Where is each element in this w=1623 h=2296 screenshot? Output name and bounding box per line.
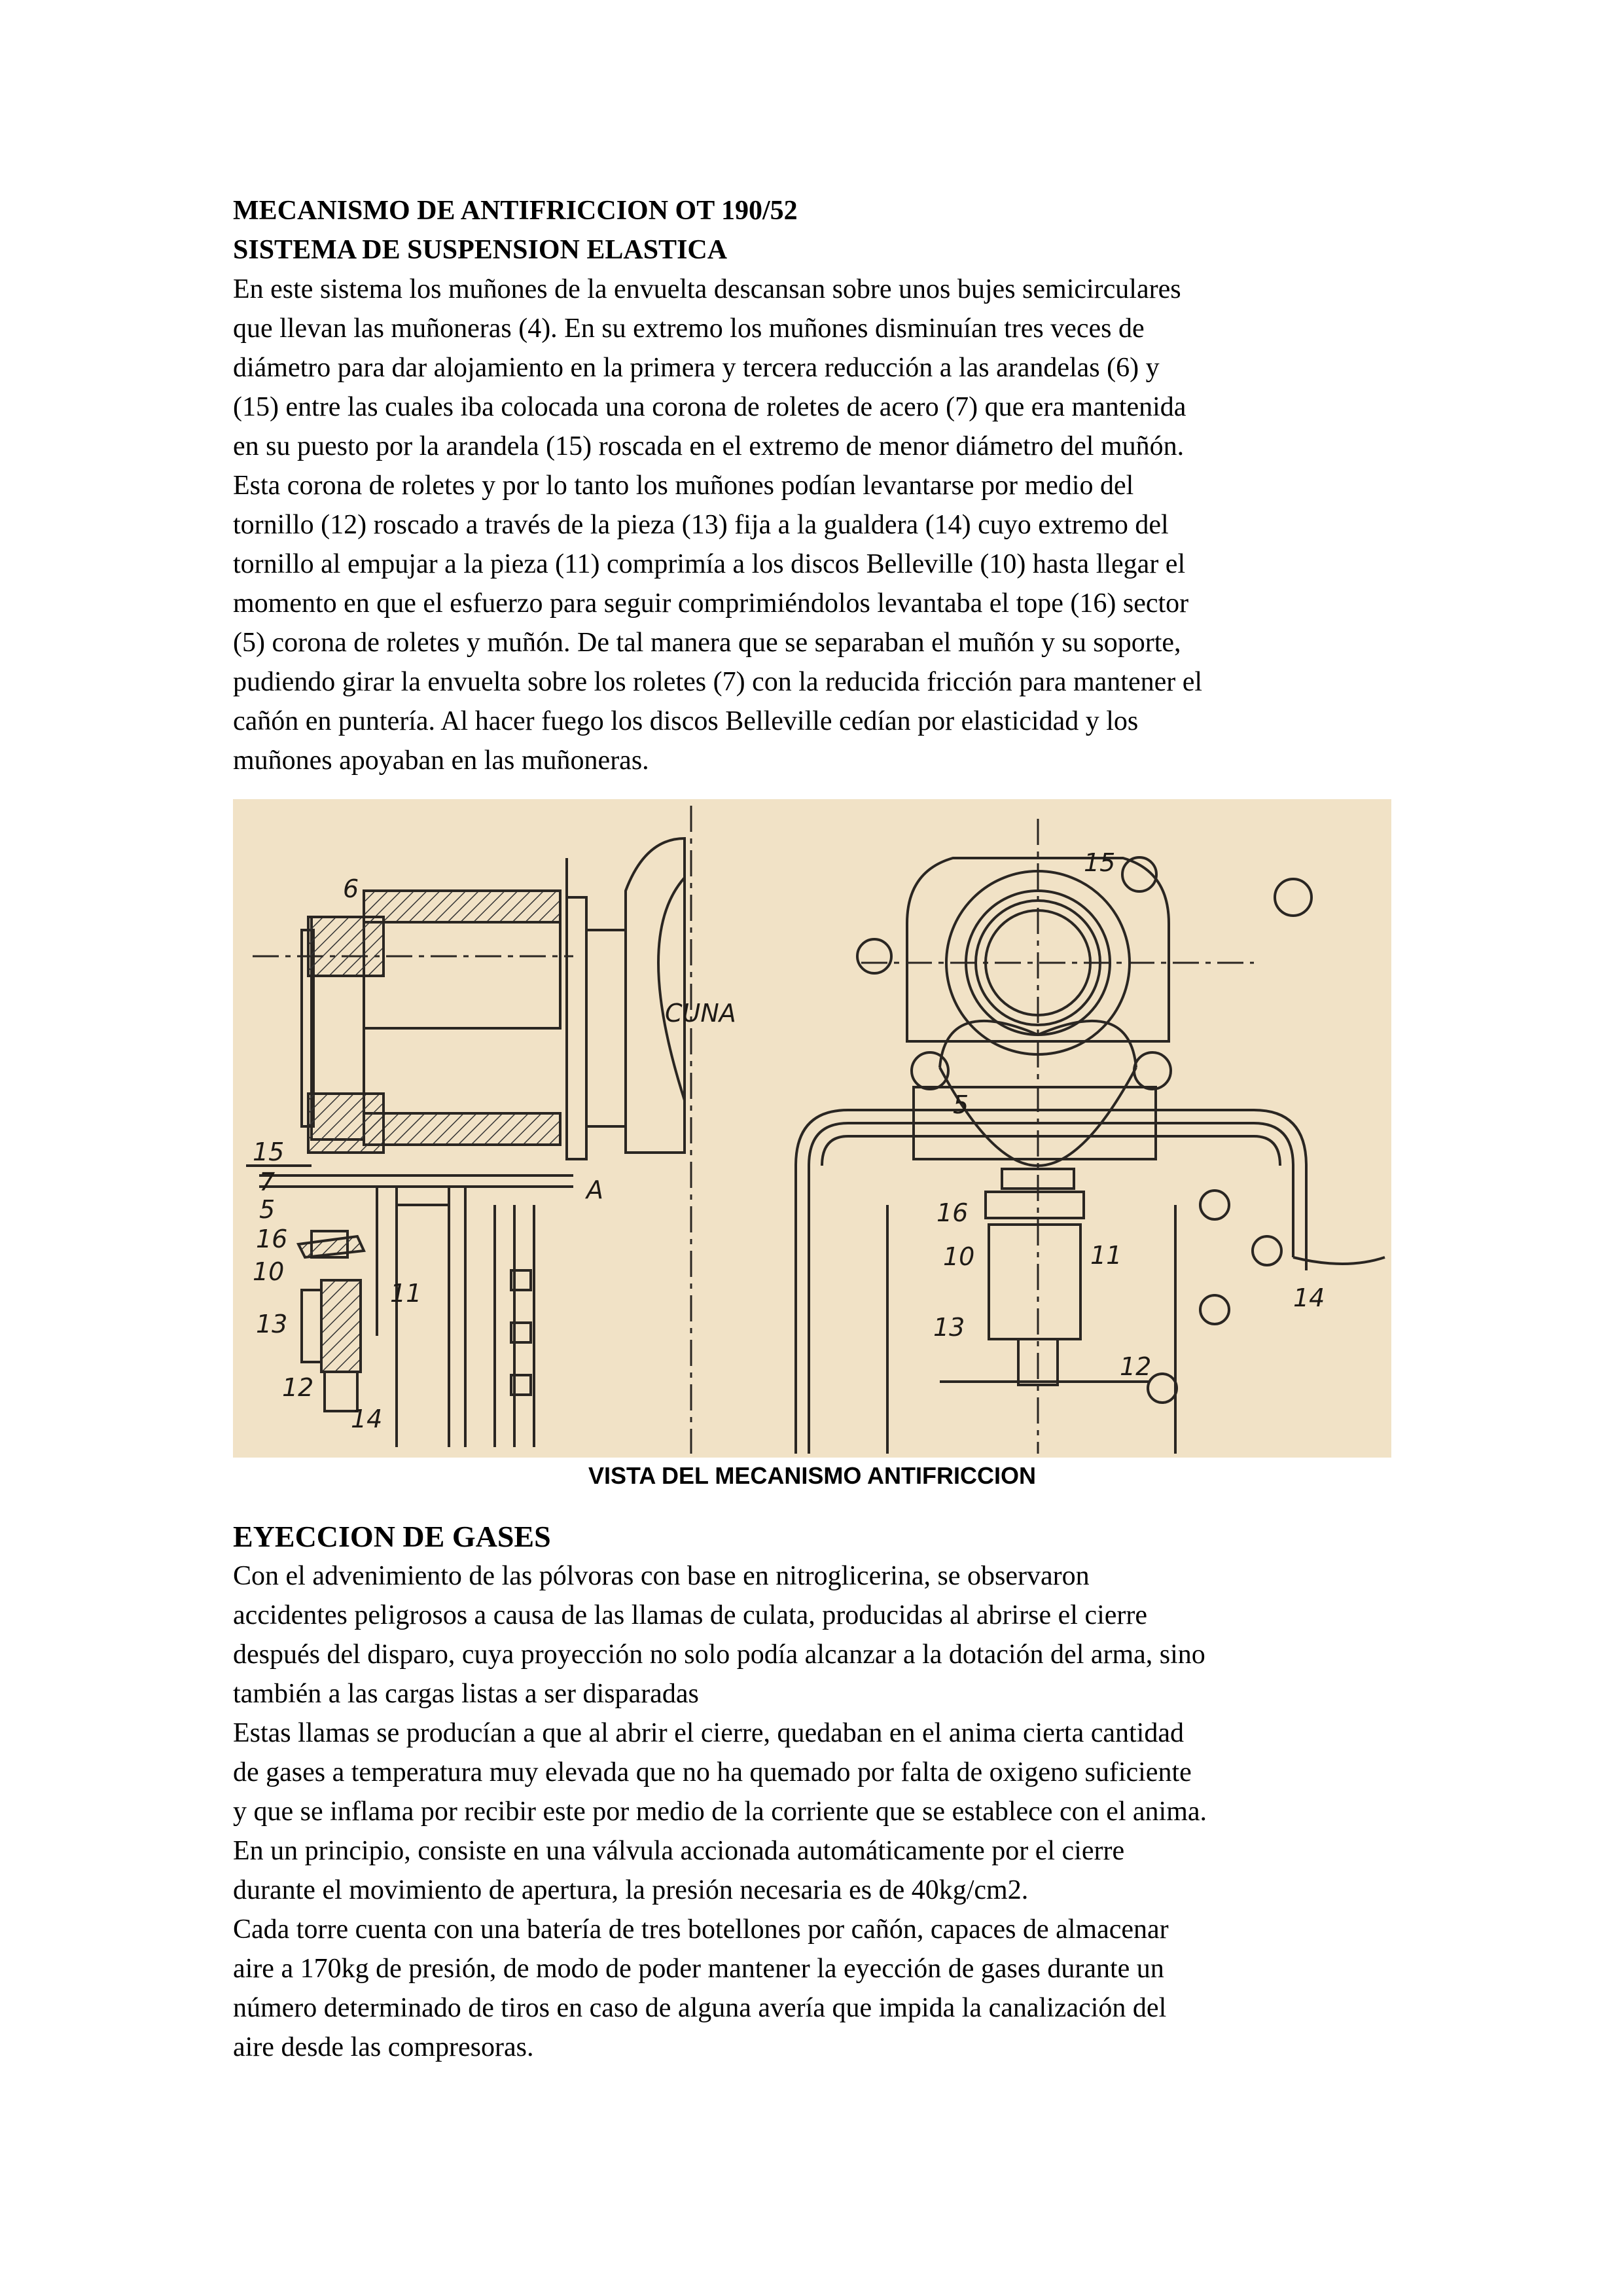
label-16-right: 16 [936, 1198, 969, 1227]
section-subtitle: SISTEMA DE SUSPENSION ELASTICA [233, 235, 728, 265]
paragraph-line: número determinado de tiros en caso de alguna avería que impida la canalización del [233, 1993, 1167, 2023]
label-12: 12 [282, 1373, 314, 1402]
paragraph-line: (15) entre las cuales iba colocada una corona de roletes de acero (7) que era mantenida [233, 392, 1186, 422]
paragraph-line: que llevan las muñoneras (4). En su extremo los muñones disminuían tres veces de [233, 314, 1145, 344]
label-6: 6 [343, 874, 359, 903]
section-title: EYECCION DE GASES [233, 1520, 551, 1553]
antifriccion-section [233, 191, 1411, 780]
label-11: 11 [390, 1279, 422, 1308]
paragraph-line: también a las cargas listas a ser disparadas [233, 1679, 699, 1709]
section-title: MECANISMO DE ANTIFRICCION OT 190/52 [233, 196, 798, 226]
paragraph-line: momento en que el esfuerzo para seguir comprimiéndolos levantaba el tope (16) sector [233, 588, 1189, 619]
paragraph-line: aire desde las compresoras. [233, 2032, 534, 2062]
paragraph-line: Cada torre cuenta con una batería de tres botellones por cañón, capaces de almacenar [233, 1914, 1169, 1945]
label-a: A [586, 1175, 603, 1204]
technical-drawing-svg [233, 799, 1391, 1458]
figure-caption: VISTA DEL MECANISMO ANTIFRICCION [588, 1462, 1036, 1489]
paragraph-line: muñones apoyaban en las muñoneras. [233, 745, 649, 776]
label-10: 10 [253, 1257, 285, 1286]
paragraph-line: Estas llamas se producían a que al abrir el cierre, quedaban en el anima cierta cantidad [233, 1718, 1184, 1748]
label-14-right: 14 [1293, 1283, 1325, 1312]
label-13-right: 13 [933, 1313, 965, 1342]
paragraph-line: pudiendo girar la envuelta sobre los roletes (7) con la reducida fricción para mantener el [233, 667, 1203, 697]
paragraph-line: Con el advenimiento de las pólvoras con base en nitroglicerina, se observaron [233, 1561, 1090, 1591]
paragraph-line: en su puesto por la arandela (15) roscada en el extremo de menor diámetro del muñón. [233, 431, 1185, 461]
paragraph-line: Esta corona de roletes y por lo tanto los muñones podían levantarse por medio del [233, 471, 1134, 501]
paragraph-line: de gases a temperatura muy elevada que no ha quemado por falta de oxigeno suficiente [233, 1757, 1192, 1787]
paragraph-line: después del disparo, cuya proyección no solo podía alcanzar a la dotación del arma, sino [233, 1640, 1205, 1670]
paragraph-line: (5) corona de roletes y muñón. De tal manera que se separaban el muñón y su soporte, [233, 628, 1181, 658]
label-13: 13 [256, 1310, 288, 1338]
paragraph-line: cañón en puntería. Al hacer fuego los discos Belleville cedían por elasticidad y los [233, 706, 1139, 736]
paragraph-line: aire a 170kg de presión, de modo de poder mantener la eyección de gases durante un [233, 1954, 1164, 1984]
label-11-right: 11 [1090, 1241, 1122, 1270]
eyeccion-section [233, 1517, 1411, 2067]
paragraph-line: En un principio, consiste en una válvula accionada automáticamente por el cierre [233, 1836, 1125, 1866]
paragraph-line: y que se inflama por recibir este por medio de la corriente que se establece con el anima. [233, 1797, 1207, 1827]
label-16: 16 [256, 1225, 288, 1253]
label-5: 5 [259, 1195, 276, 1224]
label-10-right: 10 [943, 1242, 975, 1271]
label-12-right: 12 [1120, 1352, 1152, 1381]
paragraph-line: accidentes peligrosos a causa de las llamas de culata, producidas al abrirse el cierre [233, 1600, 1148, 1630]
label-cuna: CUNA [665, 999, 736, 1028]
label-5-right: 5 [953, 1090, 969, 1119]
mechanism-drawing [233, 799, 1391, 1458]
label-14: 14 [351, 1405, 383, 1433]
label-7: 7 [259, 1168, 276, 1196]
paragraph-line: durante el movimiento de apertura, la presión necesaria es de 40kg/cm2. [233, 1875, 1029, 1905]
paragraph-line: En este sistema los muñones de la envuelta descansan sobre unos bujes semicirculares [233, 274, 1181, 304]
label-15-right: 15 [1084, 848, 1116, 877]
paragraph-line: diámetro para dar alojamiento en la primera y tercera reducción a las arandelas (6) y [233, 353, 1160, 383]
paragraph-line: tornillo (12) roscado a través de la pieza (13) fija a la gualdera (14) cuyo extremo del [233, 510, 1169, 540]
label-15: 15 [253, 1138, 285, 1166]
paragraph-line: tornillo al empujar a la pieza (11) comprimía a los discos Belleville (10) hasta llegar el [233, 549, 1186, 579]
